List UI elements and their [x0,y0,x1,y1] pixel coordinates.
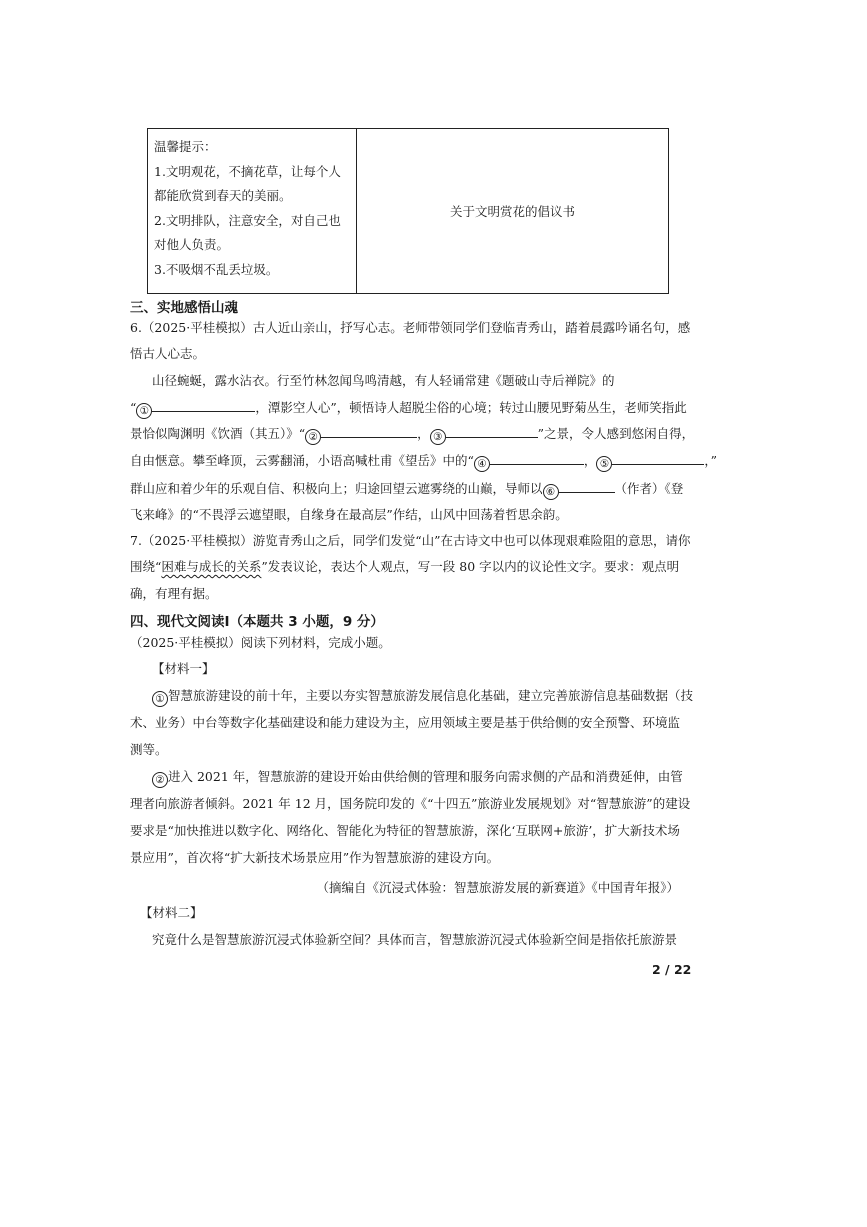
material-1-paragraph: 景应用”，首次将“扩大新技术场景应用”作为智慧旅游的建设方向。 [130,850,500,865]
material-1-paragraph: 要求是“加快推进以数字化、网络化、智能化为特征的智慧旅游，深化‘互联网+旅游’，扩大新技术场 [130,823,680,838]
material-1-paragraph: ① 智慧旅游建设的前十年，主要以夯实智慧旅游发展信息化基础，建立完善旅游信息基础数据（技 [152,688,712,707]
tip-item: 3.不吸烟不乱丢垃圾。 [154,261,279,277]
material-1-paragraph: 术、业务）中台等数字化基础建设和能力建设为主，应用领域主要是基于供给侧的安全预警、环境监 [130,715,681,730]
material-1-label: 【材料一】 [152,661,215,676]
tip-item: 2.文明排队，注意安全，对自己也 [154,212,341,228]
answer-blank-6[interactable] [559,480,615,493]
answer-blank-5[interactable] [612,452,704,465]
tip-table [147,128,669,294]
blank-marker: ⑤ [596,456,612,472]
tip-cell [148,129,357,294]
poem-passage: 群山应和着少年的乐观自信、积极向上；归途回望云遮雾绕的山巅，导师以 ⑥ （作者）《登 [130,481,684,498]
answer-blank-2[interactable] [321,425,417,438]
question-7-text: 围绕“困难与成长的关系”发表议论，表达个人观点，写一段 80 字以内的议论性文字。要求：观点明 [130,559,680,574]
page-number: 2 / 22 [652,962,692,977]
tip-item: 1.文明观花，不摘花草，让每个人 [154,163,341,179]
blank-marker: ⑥ [543,484,559,500]
material-1-paragraph: ② 进入 2021 年，智慧旅游的建设开始由供给侧的管理和服务向需求侧的产品和消费延伸，由管 [152,769,712,788]
answer-blank-3[interactable] [446,425,538,438]
question-7-text: 7.（2025·平桂模拟）游览青秀山之后，同学们发觉“山”在古诗文中也可以体现艰难险阻的意思，请你 [130,533,691,548]
material-2-paragraph: 究竟什么是智慧旅游沉浸式体验新空间？具体而言，智慧旅游沉浸式体验新空间是指依托旅游景 [152,932,678,947]
poem-passage: 景恰似陶渊明《饮酒（其五）》“ ② ， ③ ”之景，令人感到悠闲自得， [130,426,695,443]
blank-marker: ① [136,403,152,419]
material-1-paragraph: 测等。 [130,742,168,757]
paragraph-marker: ① [152,691,168,707]
material-1-source: （摘编自《沉浸式体验：智慧旅游发展的新赛道》《中国青年报》） [316,880,679,895]
paragraph-marker: ② [152,772,168,788]
proposal-cell [357,129,669,294]
reading-intro: （2025·平桂模拟）阅读下列材料，完成小题。 [130,635,391,650]
tip-title: 温馨提示： [154,139,217,154]
section-4-heading: 四、现代文阅读Ⅰ（本题共 3 小题，9 分） [130,614,384,630]
poem-passage: “ ① ，潭影空人心”，顿悟诗人超脱尘俗的心境；转过山腰见野菊丛生，老师笑指此 [130,400,687,417]
section-3-heading: 三、实地感悟山魂 [130,300,238,316]
tip-item: 对他人负责。 [154,237,230,252]
topic-emphasis: 困难与成长的关系 [161,559,262,574]
poem-passage: 自由惬意。攀至峰顶，云雾翻涌，小语高喊杜甫《望岳》中的“ ④ ， ⑤ ，” [130,453,718,470]
question-6-text: 悟古人心志。 [130,346,206,361]
answer-blank-4[interactable] [490,452,584,465]
question-6-text: 6.（2025·平桂模拟）古人近山亲山，抒写心志。老师带领同学们登临青秀山，踏着晨露吟诵名句，感 [130,320,691,335]
blank-marker: ④ [474,456,490,472]
blank-marker: ② [305,429,321,445]
poem-passage: 飞来峰》的“不畏浮云遮望眼，自缘身在最高层”作结，山风中回荡着哲思余韵。 [130,507,568,522]
poem-passage: 山径蜿蜒，露水沾衣。行至竹林忽闻鸟鸣清越，有人轻诵常建《题破山寺后禅院》的 [152,373,615,388]
material-1-paragraph: 理者向旅游者倾斜。2021 年 12 月，国务院印发的《“十四五”旅游业发展规划》对“智慧旅游”的建设 [130,796,691,811]
question-7-text: 确，有理有据。 [130,586,218,601]
material-2-label: 【材料二】 [140,905,203,920]
tip-item: 都能欣赏到春天的美丽。 [154,188,292,203]
answer-blank-1[interactable] [152,399,255,412]
proposal-title: 关于文明赏花的倡议书 [449,204,575,219]
blank-marker: ③ [430,429,446,445]
